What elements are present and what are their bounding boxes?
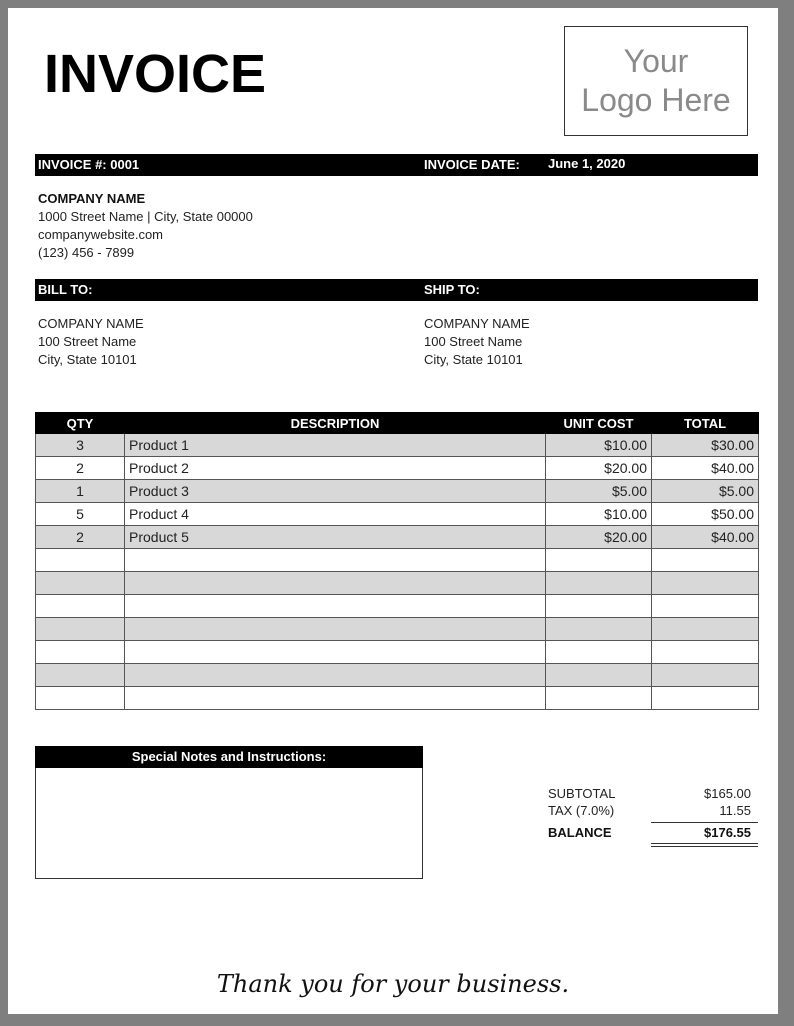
table-row (36, 595, 759, 618)
header-description: DESCRIPTION (125, 413, 546, 434)
cell-qty (36, 572, 125, 595)
cell-unit-cost: $20.00 (546, 457, 652, 480)
company-info (38, 190, 253, 262)
invoice-title: INVOICE (44, 44, 267, 104)
cell-description (125, 641, 546, 664)
items-header-row (36, 413, 759, 434)
cell-description (125, 572, 546, 595)
balance-double-rule (651, 843, 758, 847)
ship-to-street: 100 Street Name (424, 334, 523, 349)
cell-total: $50.00 (652, 503, 759, 526)
cell-total (652, 572, 759, 595)
cell-qty (36, 618, 125, 641)
cell-description (125, 595, 546, 618)
cell-description (125, 664, 546, 687)
table-row (36, 664, 759, 687)
cell-total: $5.00 (652, 480, 759, 503)
cell-qty (36, 664, 125, 687)
cell-unit-cost (546, 664, 652, 687)
cell-unit-cost (546, 595, 652, 618)
cell-description (125, 549, 546, 572)
ship-to-name: COMPANY NAME (424, 316, 530, 331)
bill-ship-bar (35, 279, 758, 301)
bill-to-name: COMPANY NAME (38, 316, 144, 331)
header-qty: QTY (36, 413, 125, 434)
notes-box[interactable] (35, 768, 423, 879)
invoice-number: INVOICE #: 0001 (38, 157, 140, 172)
logo-text-line2: Logo Here (581, 82, 731, 118)
table-row (36, 641, 759, 664)
cell-total: $30.00 (652, 434, 759, 457)
cell-qty: 2 (36, 457, 125, 480)
thank-you-message: Thank you for your business. (216, 970, 570, 998)
cell-description (125, 687, 546, 710)
cell-description: Product 4 (125, 503, 546, 526)
balance-value: $176.55 (704, 825, 751, 840)
notes-header: Special Notes and Instructions: (35, 746, 423, 768)
table-row (36, 434, 759, 457)
cell-description: Product 3 (125, 480, 546, 503)
cell-description: Product 2 (125, 457, 546, 480)
ship-to-city: City, State 10101 (424, 352, 523, 367)
bill-to-address (38, 315, 144, 369)
invoice-header-bar (35, 154, 758, 176)
company-name: COMPANY NAME (38, 191, 146, 206)
table-row (36, 618, 759, 641)
bill-to-label: BILL TO: (38, 282, 93, 297)
bill-to-city: City, State 10101 (38, 352, 137, 367)
invoice-date: June 1, 2020 (548, 156, 626, 171)
cell-qty: 2 (36, 526, 125, 549)
subtotal-value: $165.00 (704, 786, 751, 801)
cell-unit-cost (546, 572, 652, 595)
cell-total (652, 664, 759, 687)
cell-qty (36, 595, 125, 618)
logo-placeholder (564, 26, 748, 136)
invoice-date-label: INVOICE DATE: (424, 157, 520, 172)
cell-total (652, 641, 759, 664)
cell-total (652, 549, 759, 572)
cell-unit-cost (546, 549, 652, 572)
cell-total (652, 595, 759, 618)
ship-to-label: SHIP TO: (424, 282, 480, 297)
table-row (36, 549, 759, 572)
balance-label: BALANCE (548, 825, 612, 840)
logo-text-line1: Your (623, 43, 689, 79)
header-total: TOTAL (652, 413, 759, 434)
company-website: companywebsite.com (38, 227, 163, 242)
header-unit-cost: UNIT COST (546, 413, 652, 434)
table-row (36, 526, 759, 549)
ship-to-address (424, 315, 530, 369)
cell-total: $40.00 (652, 457, 759, 480)
cell-qty: 1 (36, 480, 125, 503)
cell-unit-cost: $10.00 (546, 434, 652, 457)
cell-qty (36, 549, 125, 572)
cell-qty: 5 (36, 503, 125, 526)
cell-description: Product 1 (125, 434, 546, 457)
cell-total (652, 618, 759, 641)
invoice-page (8, 8, 778, 1014)
table-row (36, 572, 759, 595)
bill-to-street: 100 Street Name (38, 334, 137, 349)
cell-qty: 3 (36, 434, 125, 457)
cell-unit-cost (546, 641, 652, 664)
cell-unit-cost (546, 687, 652, 710)
items-table (35, 412, 759, 710)
company-phone: (123) 456 - 7899 (38, 245, 135, 260)
cell-qty (36, 641, 125, 664)
cell-unit-cost (546, 618, 652, 641)
subtotal-label: SUBTOTAL (548, 786, 616, 801)
cell-unit-cost: $10.00 (546, 503, 652, 526)
company-address: 1000 Street Name | City, State 00000 (38, 209, 253, 224)
table-row (36, 687, 759, 710)
cell-description (125, 618, 546, 641)
tax-value: 11.55 (719, 803, 751, 818)
cell-total (652, 687, 759, 710)
cell-description: Product 5 (125, 526, 546, 549)
balance-rule (651, 822, 758, 823)
cell-unit-cost: $5.00 (546, 480, 652, 503)
table-row (36, 480, 759, 503)
cell-qty (36, 687, 125, 710)
table-row (36, 457, 759, 480)
table-row (36, 503, 759, 526)
tax-label: TAX (7.0%) (548, 803, 615, 818)
cell-total: $40.00 (652, 526, 759, 549)
cell-unit-cost: $20.00 (546, 526, 652, 549)
